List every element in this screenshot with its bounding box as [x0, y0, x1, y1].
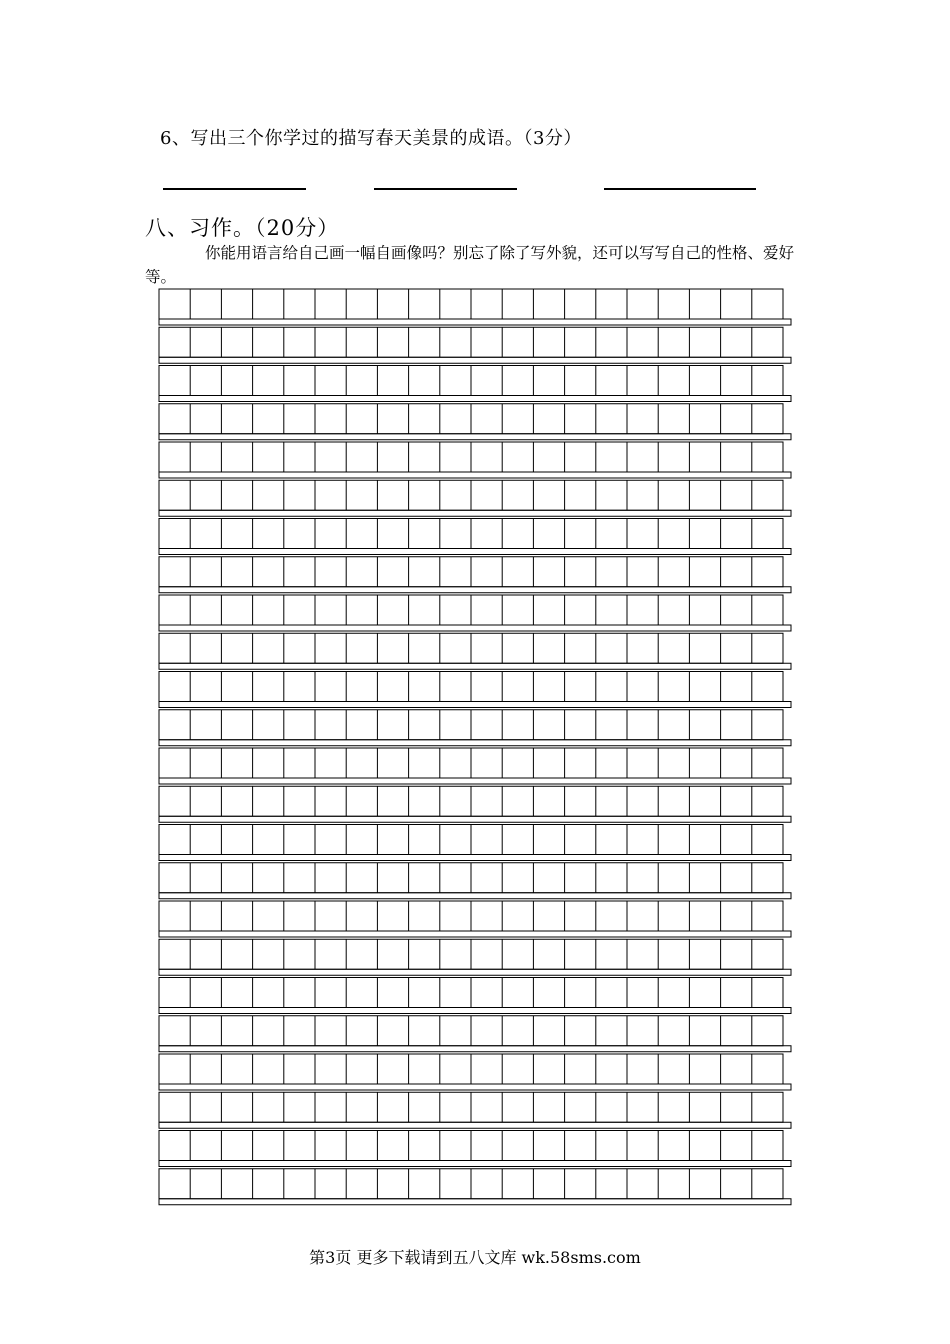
grid-row-spacer	[159, 319, 791, 325]
grid-row	[159, 901, 791, 937]
grid-row-spacer	[159, 396, 791, 402]
grid-row	[159, 595, 791, 631]
grid-row	[159, 1016, 791, 1052]
grid-row	[159, 1169, 791, 1205]
grid-row	[159, 786, 791, 822]
grid-row-spacer	[159, 778, 791, 784]
grid-row-spacer	[159, 855, 791, 861]
grid-row	[159, 404, 791, 440]
grid-row-spacer	[159, 740, 791, 746]
grid-row	[159, 557, 791, 593]
grid-row	[159, 978, 791, 1014]
grid-row-spacer	[159, 357, 791, 363]
grid-row-spacer	[159, 893, 791, 899]
grid-row	[159, 672, 791, 708]
grid-row-spacer	[159, 1008, 791, 1014]
page-footer: 第3页 更多下载请到五八文库 wk.58sms.com	[309, 1248, 641, 1267]
grid-row-spacer	[159, 1199, 791, 1205]
grid-row-spacer	[159, 510, 791, 516]
grid-row	[159, 327, 791, 363]
section-8-heading: 八、习作。（20分）	[145, 216, 340, 240]
grid-row	[159, 1131, 791, 1167]
grid-row	[159, 825, 791, 861]
grid-row	[159, 710, 791, 746]
question-6: 6、写出三个你学过的描写春天美景的成语。（3分）	[160, 128, 582, 149]
grid-row-spacer	[159, 1046, 791, 1052]
grid-row	[159, 1054, 791, 1090]
grid-row-spacer	[159, 549, 791, 555]
grid-row-spacer	[159, 1161, 791, 1167]
grid-row-spacer	[159, 702, 791, 708]
grid-row-spacer	[159, 931, 791, 937]
grid-row-spacer	[159, 1122, 791, 1128]
grid-row-spacer	[159, 816, 791, 822]
grid-row	[159, 939, 791, 975]
grid-row	[159, 442, 791, 478]
grid-row	[159, 748, 791, 784]
grid-row-spacer	[159, 625, 791, 631]
section-8-prompt: 你能用语言给自己画一幅自画像吗？别忘了除了写外貌，还可以写写自己的性格、爱好等。	[145, 244, 795, 286]
grid-row-spacer	[159, 587, 791, 593]
grid-row-spacer	[159, 663, 791, 669]
grid-row-spacer	[159, 434, 791, 440]
grid-row	[159, 1092, 791, 1128]
grid-row-spacer	[159, 969, 791, 975]
grid-row	[159, 480, 791, 516]
grid-row	[159, 366, 791, 402]
grid-row	[159, 863, 791, 899]
grid-row	[159, 633, 791, 669]
grid-row-spacer	[159, 1084, 791, 1090]
grid-row	[159, 519, 791, 555]
grid-row-spacer	[159, 472, 791, 478]
grid-row	[159, 289, 791, 325]
